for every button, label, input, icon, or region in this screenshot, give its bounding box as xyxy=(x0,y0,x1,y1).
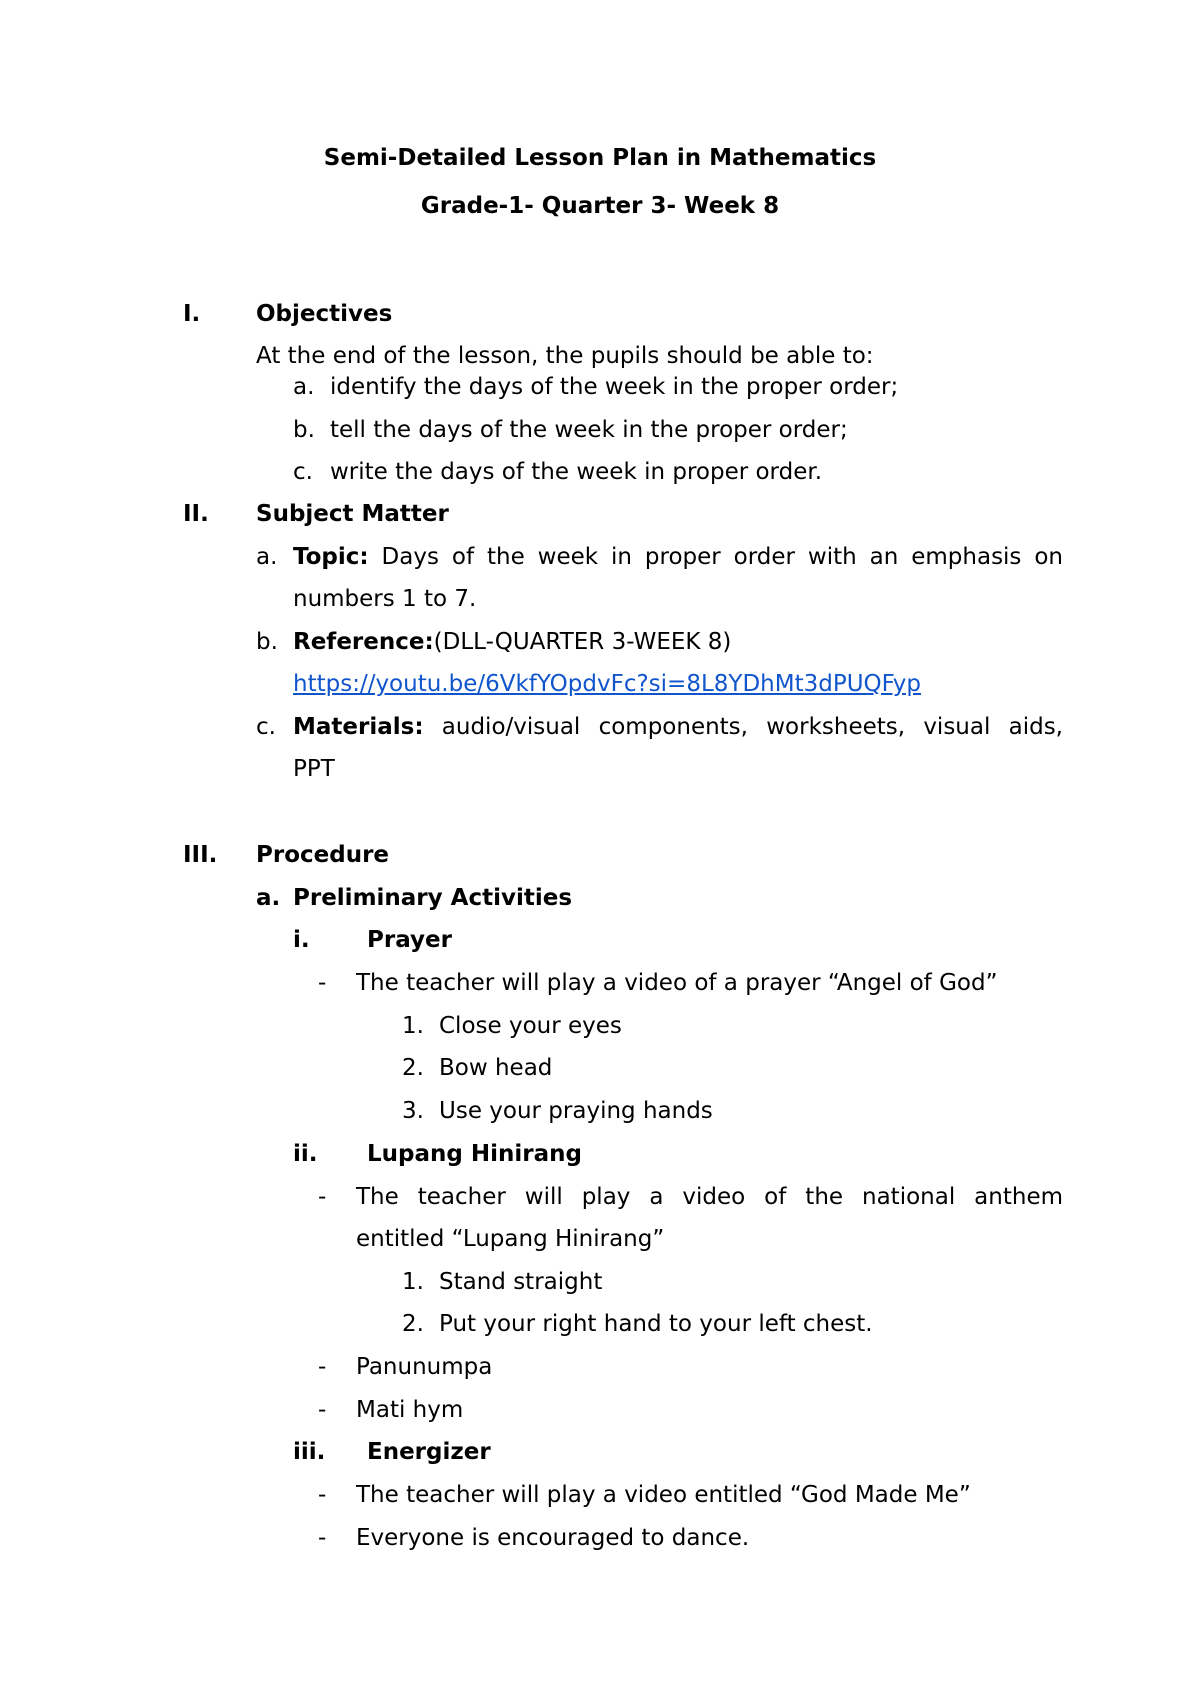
bullet-dash: - xyxy=(318,970,327,996)
lupang-step: Put your right hand to your left chest. xyxy=(439,1311,873,1337)
topic-text: Days of the week in proper order with an emphasis on xyxy=(368,544,1063,570)
objective-marker: c. xyxy=(293,459,313,485)
lupang-extra-item: Mati hym xyxy=(356,1397,464,1423)
activity-heading-energizer: Energizer xyxy=(367,1439,491,1465)
section-heading-objectives: Objectives xyxy=(256,301,393,327)
activity-heading-lupang-hinirang: Lupang Hinirang xyxy=(367,1141,582,1167)
activity-numeral: iii. xyxy=(293,1439,326,1465)
objective-marker: a. xyxy=(293,374,315,400)
step-marker: 1. xyxy=(402,1269,424,1295)
bullet-dash: - xyxy=(318,1354,327,1380)
prayer-step: Use your praying hands xyxy=(439,1098,713,1124)
activity-numeral: ii. xyxy=(293,1141,318,1167)
objective-item: write the days of the week in proper order. xyxy=(330,459,823,485)
step-marker: 1. xyxy=(402,1013,424,1039)
bullet-dash: - xyxy=(318,1525,327,1551)
bullet-dash: - xyxy=(318,1184,327,1210)
section-numeral-procedure: III. xyxy=(183,842,218,868)
preliminary-heading: Preliminary Activities xyxy=(293,885,573,911)
objective-item: identify the days of the week in the proper order; xyxy=(330,374,899,400)
objective-item: tell the days of the week in the proper order; xyxy=(330,417,848,443)
topic-label: Topic: xyxy=(293,544,369,570)
reference-marker: b. xyxy=(256,629,278,655)
topic-line xyxy=(293,542,1063,572)
prayer-bullet: The teacher will play a video of a prayer “Angel of God” xyxy=(356,970,998,996)
section-numeral-objectives: I. xyxy=(183,301,201,327)
step-marker: 2. xyxy=(402,1055,424,1081)
lupang-bullet: The teacher will play a video of the national anthem xyxy=(356,1184,1063,1210)
reference-link[interactable]: https://youtu.be/6VkfYOpdvFc?si=8L8YDhMt3dPUQFyp xyxy=(293,671,921,697)
energizer-bullet: The teacher will play a video entitled “God Made Me” xyxy=(356,1482,971,1508)
topic-continuation: numbers 1 to 7. xyxy=(293,586,477,612)
document-subtitle: Grade-1- Quarter 3- Week 8 xyxy=(420,193,780,219)
lupang-bullet-continuation: entitled “Lupang Hinirang” xyxy=(356,1226,665,1252)
bullet-dash: - xyxy=(318,1482,327,1508)
materials-label: Materials: xyxy=(293,714,424,740)
materials-continuation: PPT xyxy=(293,756,335,782)
section-numeral-subject-matter: II. xyxy=(183,501,209,527)
reference-line xyxy=(293,627,731,657)
lupang-extra-item: Panunumpa xyxy=(356,1354,493,1380)
prayer-step: Close your eyes xyxy=(439,1013,622,1039)
objectives-intro: At the end of the lesson, the pupils should be able to: xyxy=(256,343,874,369)
materials-text: audio/visual components, worksheets, visual aids, xyxy=(423,714,1063,740)
activity-heading-prayer: Prayer xyxy=(367,927,452,953)
objective-marker: b. xyxy=(293,417,315,443)
materials-marker: c. xyxy=(256,714,276,740)
bullet-dash: - xyxy=(318,1397,327,1423)
lupang-step: Stand straight xyxy=(439,1269,603,1295)
step-marker: 3. xyxy=(402,1098,424,1124)
activity-numeral: i. xyxy=(293,927,310,953)
materials-line xyxy=(293,712,1063,742)
section-heading-procedure: Procedure xyxy=(256,842,390,868)
prayer-step: Bow head xyxy=(439,1055,553,1081)
topic-marker: a. xyxy=(256,544,278,570)
reference-text: (DLL-QUARTER 3-WEEK 8) xyxy=(433,629,732,655)
step-marker: 2. xyxy=(402,1311,424,1337)
document-title: Semi-Detailed Lesson Plan in Mathematics xyxy=(323,145,877,171)
reference-label: Reference: xyxy=(293,629,434,655)
energizer-bullet: Everyone is encouraged to dance. xyxy=(356,1525,750,1551)
section-heading-subject-matter: Subject Matter xyxy=(256,501,449,527)
preliminary-marker: a. xyxy=(256,885,281,911)
